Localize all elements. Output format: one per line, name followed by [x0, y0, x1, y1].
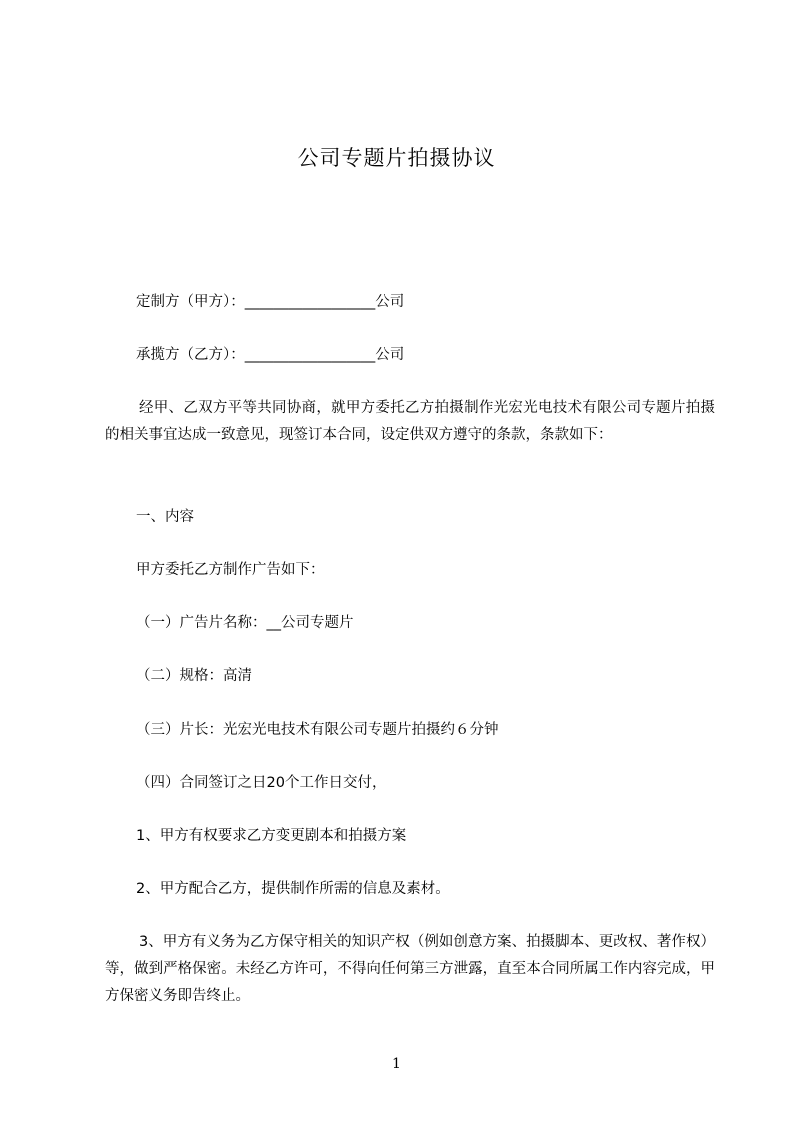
section-1-heading: 一、内容	[136, 509, 194, 525]
item-1: （一）广告片名称：__公司专题片	[136, 615, 354, 631]
intro-paragraph: 经甲、乙双方平等共同协商，就甲方委托乙方拍摄制作光宏光电技术有限公司专题片拍摄的相关事宜达成一致意见，现签订本合同，设定供双方遵守的条款，条款如下：	[105, 400, 715, 443]
party-a-line: 定制方（甲方）：__________________公司	[136, 294, 405, 310]
page-number: 1	[392, 1056, 401, 1072]
clause-1: 1、甲方有权要求乙方变更剧本和拍摄方案	[136, 828, 407, 844]
item-2: （二）规格：高清	[136, 668, 252, 684]
party-b-line: 承揽方（乙方）：__________________公司	[136, 347, 405, 363]
item-4: （四）合同签订之日20个工作日交付，	[136, 775, 387, 791]
clause-2: 2、甲方配合乙方，提供制作所需的信息及素材。	[136, 881, 450, 897]
document-title: 公司专题片拍摄协议	[297, 146, 496, 170]
clause-3-paragraph: 3、甲方有义务为乙方保守相关的知识产权（例如创意方案、拍摄脚本、更改权、著作权）等，做到严格保密。未经乙方许可，不得向任何第三方泄露，直至本合同所属工作内容完成，甲方保密义务即告终止。	[105, 934, 715, 1004]
section-1-lead: 甲方委托乙方制作广告如下：	[136, 562, 325, 578]
item-3: （三）片长：光宏光电技术有限公司专题片拍摄约６分钟	[136, 722, 499, 738]
